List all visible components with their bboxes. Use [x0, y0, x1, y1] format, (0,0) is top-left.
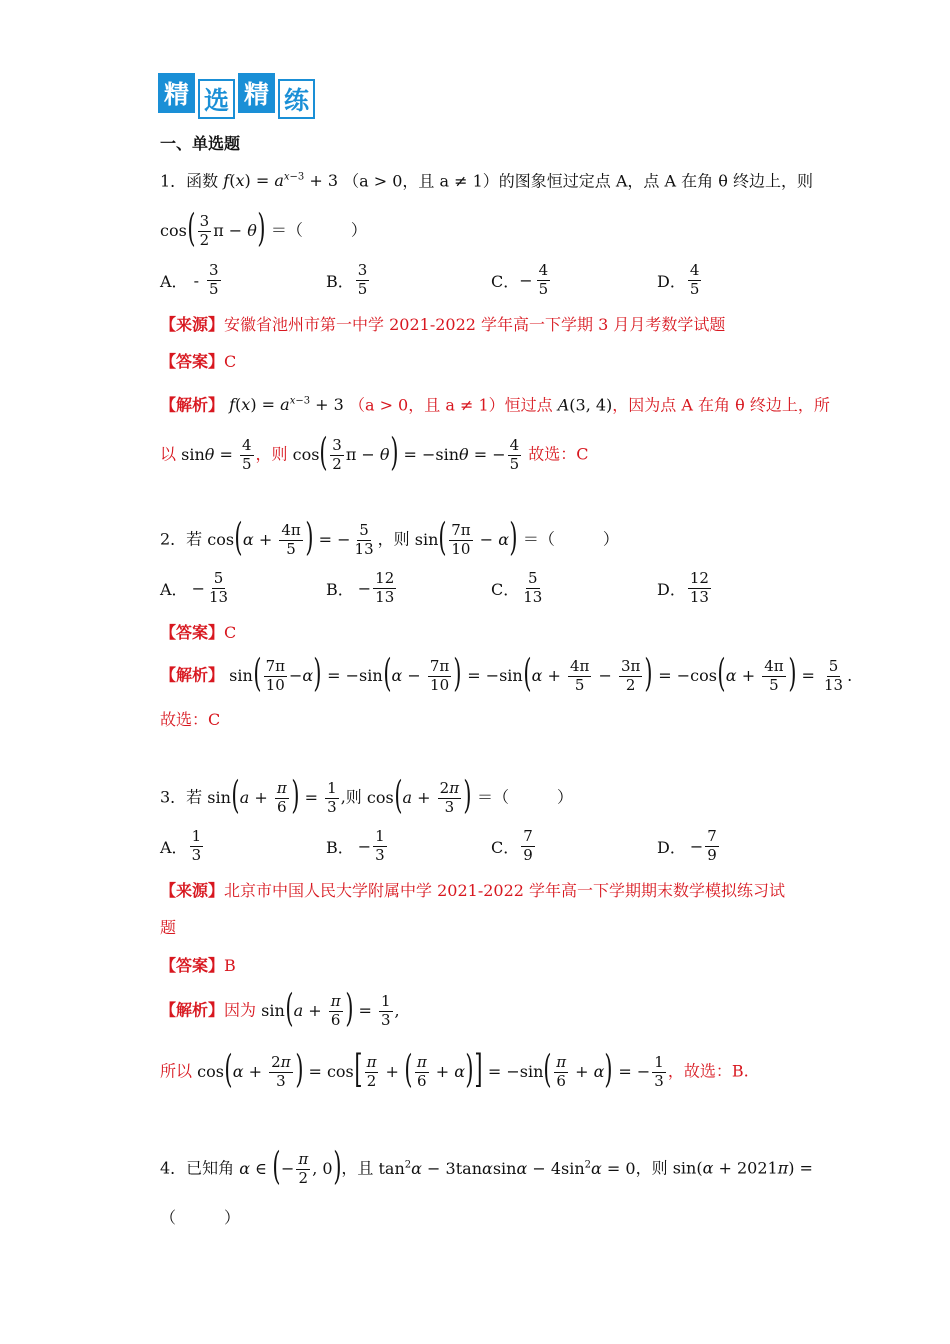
q1-option-b: B． $\frac{3}{5}$ [326, 261, 368, 298]
q1-analysis-formula: $f(x) = a^{x-3} + 3$ [229, 395, 344, 415]
q1-function-formula: $f(x) = a^{x-3} + 3$ [223, 171, 339, 191]
q2-option-a: A． − $\frac{5}{13}$ [160, 569, 229, 606]
q1-stem [160, 173, 813, 189]
badge-char: 精 [238, 73, 275, 113]
q1-option-d: D． $\frac{4}{5}$ [657, 261, 700, 298]
q3-option-c: C． $\frac{7}{9}$ [491, 827, 533, 864]
q2-option-b: B． − $\frac{12}{13}$ [326, 569, 395, 606]
q2-answer: 【答案】C [160, 623, 237, 642]
q2-stem: 2．若 cos(α + $\frac{4\pi}{5}$ ) = − $\frac{5}{13}$ ，则 sin( $\frac{7\pi}{10}$ − α) ＝（ ） [160, 515, 619, 559]
q3-option-b: B． − $\frac{1}{3}$ [326, 827, 385, 864]
q3-stem: 3．若 sin(a + $\frac{\pi}{6}$ ) = $\frac{1}{3}$ ,则 cos(a + $\frac{2\pi}{3}$ ) ＝（ ） [160, 773, 573, 817]
q1-analysis: 【解析】 $f(x) = a^{x-3} + 3$ （a > 0，且 a ≠ 1）恒过点 A(3, 4)，因为点 A 在角 θ 终边上，所 [160, 395, 830, 415]
q1-stem-text-2: （a > 0，且 a ≠ 1）的图象恒过定点 A，点 A 在角 θ 终边上，则 [343, 171, 813, 191]
q1-stem-text: 1．函数 [160, 171, 219, 191]
q2-conclusion: 故选：C [160, 710, 221, 729]
q3-analysis-line2: 所以 cos(α + $\frac{2\pi}{3}$ ) = cos[ $\frac{\pi}{2}$ + ( $\frac{\pi}{6}$ + α)] = −sin( $\frac{\pi}{6}$ + α) = − $\frac{1}{3}$ ，故选：B. [160, 1047, 749, 1091]
q1-point: A(3, 4) [557, 395, 613, 415]
q3-option-a: A． $\frac{1}{3}$ [160, 827, 202, 864]
q1-answer-blank: ＝（ ） [270, 220, 367, 240]
q3-source-line2: 题 [160, 918, 177, 937]
q1-option-c: C． − $\frac{4}{5}$ [491, 261, 549, 298]
badge-char: 选 [198, 79, 235, 119]
badge-char: 练 [278, 79, 315, 119]
q1-stem-line2 [160, 206, 367, 250]
q3-answer-blank: ＝（ ） [476, 787, 573, 807]
q2-option-c: C． $\frac{5}{13}$ [491, 569, 543, 606]
q2-option-d: D． $\frac{12}{13}$ [657, 569, 709, 606]
q4-answer-blank: （ ） [160, 1208, 241, 1227]
q4-stem: 4．已知角 α ∈ (− $\frac{\pi}{2}$ , 0)，且 $\tan^2\alpha - 3\tan\alpha\sin\alpha - 4\sin^2\alpha = 0$，则 sin(α + 2021π) = [160, 1144, 813, 1188]
q3-source: 【来源】北京市中国人民大学附属中学 2021-2022 学年高一下学期期末数学模拟练习试 [160, 881, 786, 900]
q1-option-a: A． - $\frac{3}{5}$ [160, 261, 219, 298]
q2-analysis: 【解析】 sin( $\frac{7\pi}{10}$ −α) = −sin(α − $\frac{7\pi}{10}$ ) = −sin(α + $\frac{4\pi}{5}$ − $\frac{3\pi}{2}$ ) = −cos(α + $\frac{4\pi}{5}$ ) = $\frac{5}{13}$ . [160, 651, 853, 695]
section-badge [158, 73, 315, 119]
q2-answer-blank: ＝（ ） [522, 529, 619, 549]
q1-answer: 【答案】C [160, 352, 237, 371]
q3-answer: 【答案】B [160, 956, 236, 975]
q1-analysis-line2: 以 sinθ = $\frac{4}{5}$ ，则 cos( $\frac{3}{2}$ π − θ) = −sinθ = − $\frac{4}{5}$ 故选：C [160, 430, 589, 474]
q1-source: 【来源】安徽省池州市第一中学 2021-2022 学年高一下学期 3 月月考数学试题 [160, 315, 726, 334]
q3-option-d: D． − $\frac{7}{9}$ [657, 827, 717, 864]
badge-char: 精 [158, 73, 195, 113]
section-title: 一、单选题 [160, 134, 241, 153]
q1-cos-expression: cos( $\frac{3}{2}$ π − θ) [160, 206, 266, 250]
q3-analysis: 【解析】因为 sin(a + $\frac{\pi}{6}$ ) = $\frac{1}{3}$ , [160, 986, 400, 1030]
